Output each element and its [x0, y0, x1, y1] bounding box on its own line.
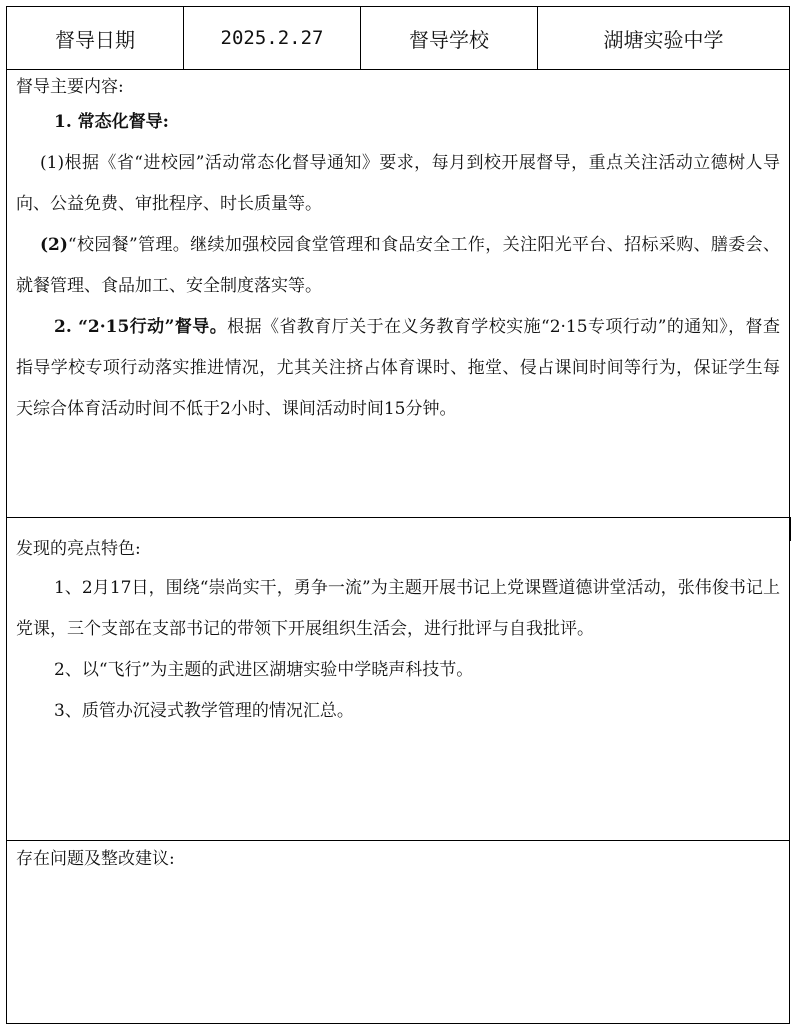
main-content-section	[7, 69, 789, 518]
school-label: 督导学校	[361, 7, 538, 69]
date-label: 督导日期	[7, 7, 184, 69]
highlight-item: 3、质管办沉浸式教学管理的情况汇总。	[54, 701, 354, 721]
supervision-form	[6, 6, 790, 1024]
main-content-title: 督导主要内容:	[16, 77, 124, 97]
item1-sub2-lead: (2)	[40, 235, 68, 255]
date-value: 2025.2.27	[184, 7, 361, 69]
highlight-item: 1、2月17日，围绕“崇尚实干，勇争一流”为主题开展书记上党课暨道德讲堂活动，张伟俊书记上党课，三个支部在支部书记的带领下开展组织生活会，进行批评与自我批评。	[16, 578, 780, 639]
highlight-item: 2、以“飞行”为主题的武进区湖塘实验中学晓声科技节。	[54, 660, 474, 680]
item2-heading: 2. “2·15行动”督导。	[54, 317, 228, 337]
item1-sub1: (1)根据《省“进校园”活动常态化督导通知》要求，每月到校开展督导，重点关注活动立德树人导向、公益免费、审批程序、时长质量等。	[16, 153, 780, 214]
issues-title: 存在问题及整改建议:	[16, 849, 175, 869]
margin-mark	[789, 517, 791, 541]
item1-sub2	[16, 225, 780, 307]
highlights-title: 发现的亮点特色:	[16, 539, 141, 559]
item1-sub2-rest: “校园餐”管理。继续加强校园食堂管理和食品安全工作，关注阳光平台、招标采购、膳委会、就餐管理、食品加工、安全制度落实等。	[16, 235, 780, 296]
item1-heading: 1. 常态化督导:	[54, 112, 169, 132]
highlights-section	[7, 518, 789, 841]
item2	[16, 307, 780, 430]
item2-body: 根据《省教育厅关于在义务教育学校实施“2·15专项行动”的通知》，督查指导学校专项行动落实推进情况，尤其关注挤占体育课时、拖堂、侵占课间时间等行为，保证学生每天综合体育活动时间不低于2小时、课间活动时间15分钟。	[16, 317, 780, 419]
school-value: 湖塘实验中学	[603, 27, 724, 52]
issues-section	[7, 841, 789, 1023]
header-row	[7, 7, 789, 70]
